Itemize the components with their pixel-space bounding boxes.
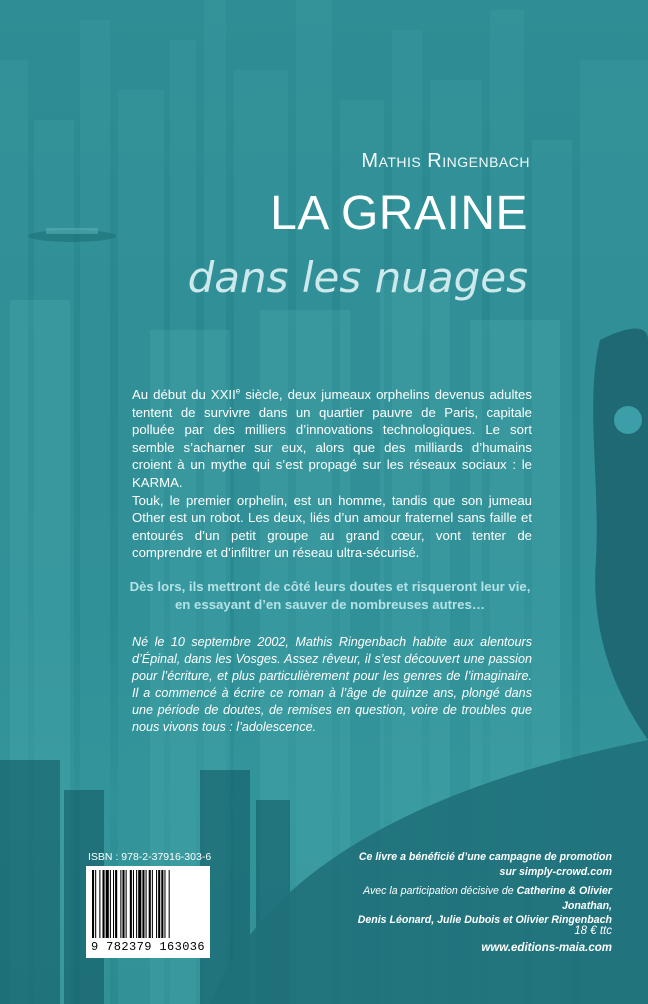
isbn-label: ISBN : 978-2-37916-303-6 xyxy=(88,851,212,863)
synopsis-paragraph-2: Touk, le premier orphelin, est un homme, tandis que son jumeau Other est un robot. Les deux, liés d’un amour fraternel sans faille et entourés d’un petit groupe au grand cœur, vont tenter de comprendre et d’infiltrer un réseau ultra-sécurisé. xyxy=(132,492,532,561)
synopsis-text: siècle, deux jumeaux orphelins devenus adultes tentent de survivre dans un quartier pauvre de Paris, capitale polluée par des milliers d’innovations technologiques. Le sort semble s’acharner sur eux, alors que des milliards d’humains croient à un mythe qui s’est propagé sur les réseaux sociaux : le KARMA. xyxy=(132,387,532,490)
barcode-digits: 9 782379 163036 xyxy=(90,940,206,954)
tagline-line: en essayant d’en sauver de nombreuses autres… xyxy=(174,596,486,612)
tagline xyxy=(110,578,550,613)
promotion-prefix: sur xyxy=(499,865,519,878)
tagline-line: Dès lors, ils mettront de côté leurs doutes et risqueront leur vie, xyxy=(129,579,531,594)
participation-prefix: Avec la participation décisive de xyxy=(363,885,517,897)
author-biography: Né le 10 septembre 2002, Mathis Ringenbach habite aux alentours d’Épinal, dans les Vosges. Assez rêveur, il s’est découvert une passion pour l’écriture, et plus particulièrement pour les genres de l’imaginaire. Il a commencé à écrire ce roman à l’âge de quinze ans, plongé dans une période de doutes, de remises en question, voire de troubles que nous vivons tous : l’adolescence. xyxy=(132,635,532,734)
book-subtitle: dans les nuages xyxy=(187,253,528,302)
book-title: LA GRAINE xyxy=(270,187,528,240)
synopsis-paragraph-1 xyxy=(132,386,532,492)
participation-note xyxy=(322,884,612,928)
price: 18 € ttc xyxy=(574,925,612,937)
promotion-line xyxy=(322,865,612,880)
promotion-note xyxy=(322,850,612,879)
publisher-website: www.editions-maia.com xyxy=(481,942,612,954)
participation-line xyxy=(322,884,612,913)
participation-names: Catherine & Olivier Jonathan, xyxy=(516,885,612,912)
author-name: Mathis Ringenbach xyxy=(361,150,530,172)
synopsis-text: Au début du xyxy=(132,387,211,402)
barcode xyxy=(86,866,210,958)
promotion-line: Ce livre a bénéficié d’une campagne de promotion xyxy=(358,851,612,863)
barcode-bars xyxy=(90,870,206,940)
century-numeral: XXII xyxy=(210,387,236,402)
century-superscript: e xyxy=(235,386,241,396)
participation-names: Denis Léonard, Julie Dubois et Olivier Ringenbach xyxy=(357,914,612,926)
promotion-site: simply-crowd.com xyxy=(518,865,612,878)
synopsis xyxy=(132,386,532,562)
